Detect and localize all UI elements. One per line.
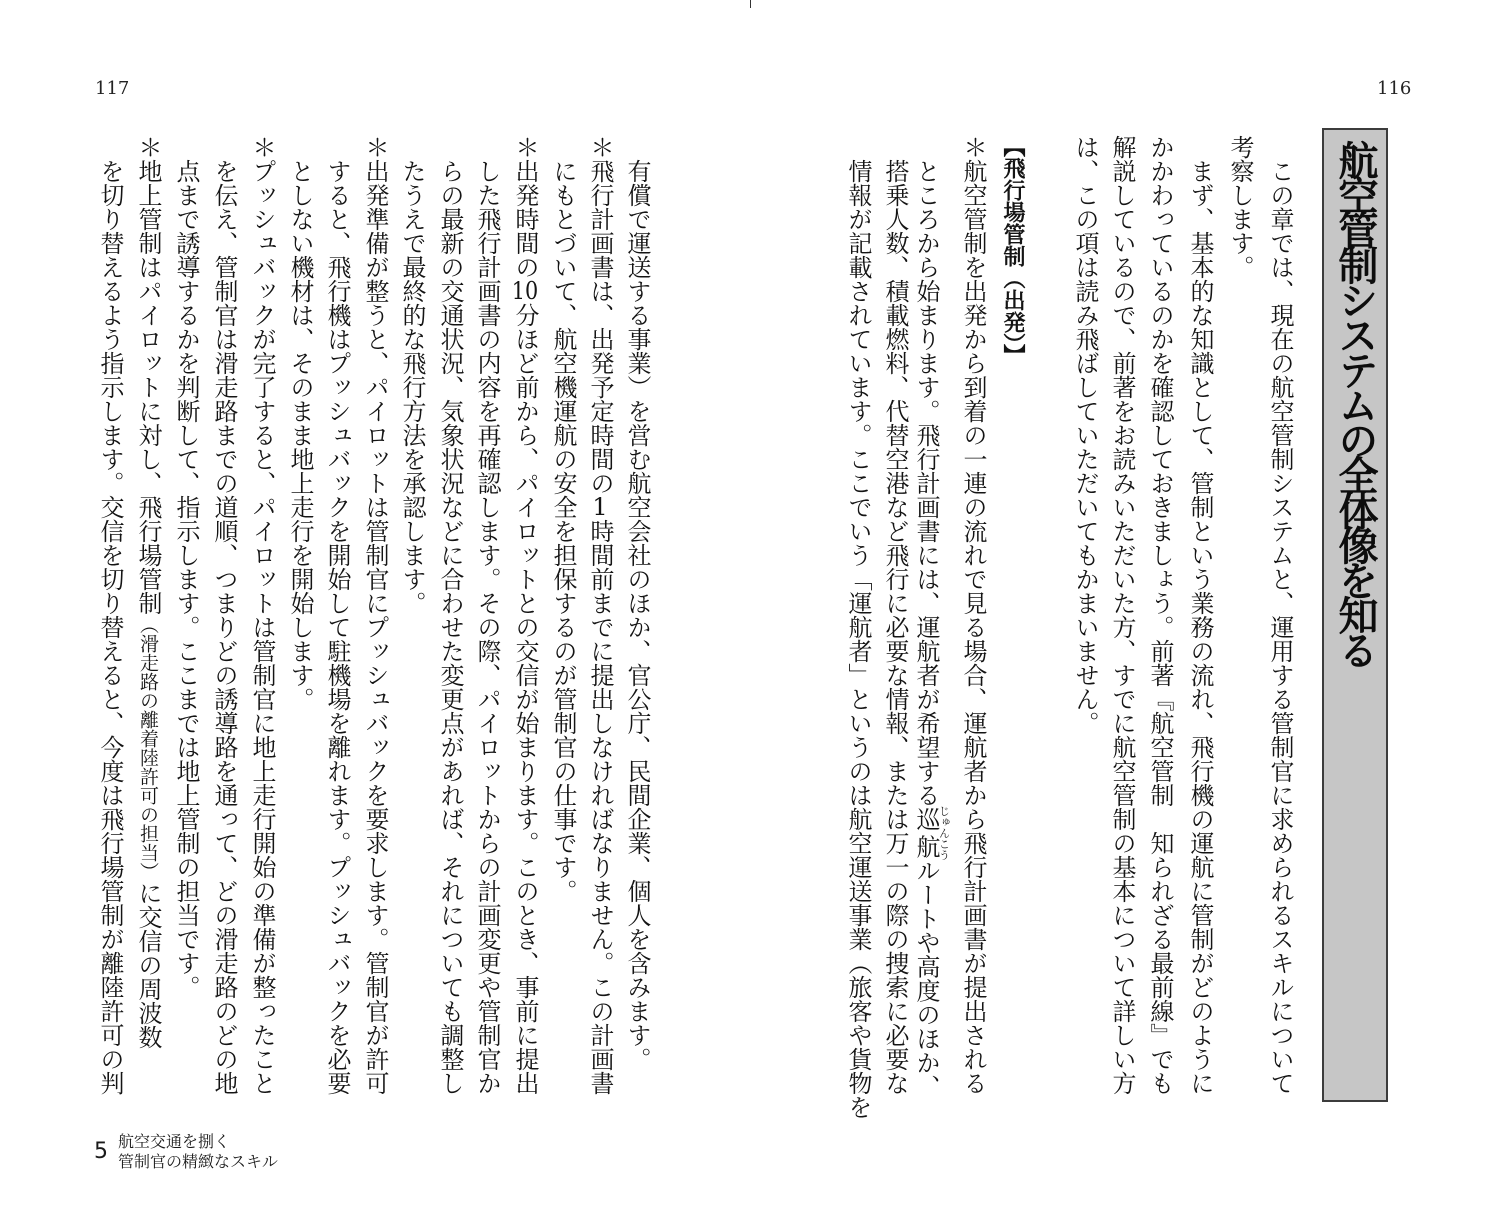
- intro-column-4: かかわっているのかを確認しておきましょう。前著『航空管制 知られざる最前線』でも: [1146, 135, 1174, 1095]
- text-segment: 点まで誘導するかを判断して、指示します。ここまでは地上管制の担当です。: [172, 159, 200, 999]
- text-segment: にもとづいて、航空機運航の安全を担保するのが管制官の仕事です。: [549, 159, 577, 903]
- footer-title-line-2: 管制官の精緻なスキル: [118, 1152, 278, 1171]
- intro-column-5: 解説しているので、前著をお読みいただいた方、すでに航空管制の基本について詳しい方: [1108, 135, 1136, 1095]
- section-column-2: [912, 159, 951, 1099]
- text-segment: 分ほど前から、パイロットとの交信が始まります。このとき、事前に提出: [511, 303, 539, 1095]
- left-column-6: [435, 159, 465, 1095]
- crop-mark: [750, 0, 751, 8]
- intro-column-1: この章では、現在の航空管制システムと、運用する管制官に求められるスキルについて: [1266, 159, 1294, 1095]
- footer-chapter-number: 5: [94, 1139, 108, 1164]
- section-heading: 【飛行場管制（出発）】: [1000, 135, 1025, 366]
- section-column-4: [843, 159, 873, 1119]
- text-segment: ＊航空管制を出発から到着の一連の流れで見る場合、運航者から飛行計画書が提出される: [959, 135, 987, 1095]
- chapter-title: 航空管制システムの全体像を知る: [1332, 140, 1378, 665]
- left-column-11: [247, 135, 277, 1095]
- text-segment: ＊出発時間の: [511, 135, 539, 279]
- footer-title-line-1: 航空交通を捌く: [118, 1132, 231, 1151]
- left-column-5: [472, 159, 502, 1095]
- running-footer: [94, 1132, 278, 1172]
- text-segment: した飛行計画書の内容を再確認します。その際、パイロットからの計画変更や管制官か: [473, 159, 501, 1095]
- text-segment: としない機材は、そのまま地上走行を開始します。: [286, 159, 314, 711]
- left-column-1: [622, 159, 652, 1071]
- text-segment: ＊飛行計画書は、出発予定時間の: [586, 135, 614, 495]
- text-segment: ＊地上管制はパイロットに対し、飛行場管制: [134, 135, 162, 615]
- left-column-15: [95, 159, 125, 1095]
- text-segment: を伝え、管制官は滑走路までの道順、つまりどの誘導路を通って、どの滑走路のどの地: [210, 159, 238, 1095]
- left-page-number: 117: [95, 78, 130, 99]
- left-column-14: [133, 135, 163, 1049]
- intro-column-6: は、この項は読み飛ばしていただいてもかまいません。: [1071, 135, 1099, 735]
- left-column-7: [397, 159, 427, 615]
- left-column-2: [585, 135, 615, 1095]
- text-segment: 情報が記載されています。ここでいう「運航者」というのは航空運送事業（旅客や貨物を: [844, 159, 872, 1119]
- text-segment: を切り替えるよう指示します。交信を切り替えると、今度は飛行場管制が離陸許可の判: [96, 159, 124, 1095]
- ruby-base: 巡航: [912, 805, 940, 861]
- text-segment: ところから始まります。飛行計画書には、運航者が希望する: [912, 159, 940, 807]
- left-column-13: [171, 159, 201, 999]
- intro-column-2: 考察します。: [1226, 135, 1254, 279]
- left-column-8: [360, 135, 390, 1095]
- numeral: 10: [511, 279, 539, 303]
- text-segment: ＊出発準備が整うと、パイロットは管制官にプッシュバックを要求します。管制官が許可: [361, 135, 389, 1095]
- text-segment: 搭乗人数、積載燃料、代替空港など飛行に必要な情報、または万一の際の捜索に必要な: [881, 159, 909, 1095]
- text-segment: たうえで最終的な飛行方法を承認します。: [398, 159, 426, 615]
- left-column-9: [322, 159, 352, 1095]
- text-segment: すると、飛行機はプッシュバックを開始して駐機場を離れます。プッシュバックを必要: [323, 159, 351, 1095]
- left-column-12: [209, 159, 239, 1095]
- text-segment: 有償で運送する事業）を営む航空会社のほか、官公庁、民間企業、個人を含みます。: [623, 159, 651, 1071]
- section-column-1: [958, 135, 988, 1095]
- footer-chapter-title: [118, 1132, 278, 1172]
- intro-column-3: まず、基本的な知識として、管制という業務の流れ、飛行機の運航に管制がどのように: [1186, 159, 1214, 1095]
- ruby-reading: じゅんこう: [937, 805, 951, 861]
- right-page-number: 116: [1377, 78, 1412, 99]
- text-segment: ＊プッシュバックが完了すると、パイロットは管制官に地上走行開始の準備が整ったこと: [248, 135, 276, 1095]
- left-column-4: [510, 135, 540, 1095]
- left-column-10: [285, 159, 315, 711]
- left-column-3: [548, 159, 578, 903]
- text-segment: に交信の周波数: [134, 881, 162, 1049]
- ruby-annotation: [912, 805, 951, 861]
- text-segment: 時間前までに提出しなければなりません。この計画書: [586, 519, 614, 1095]
- text-segment: らの最新の交通状況、気象状況などに合わせた変更点があれば、それについても調整し: [436, 159, 464, 1095]
- numeral: 1: [592, 495, 608, 519]
- section-column-3: [880, 159, 910, 1095]
- chapter-title-box: [1322, 128, 1388, 1102]
- text-segment: ルートや高度のほか、: [912, 858, 940, 1099]
- parenthetical-note: （滑走路の離着陸許可の担当）: [137, 615, 159, 881]
